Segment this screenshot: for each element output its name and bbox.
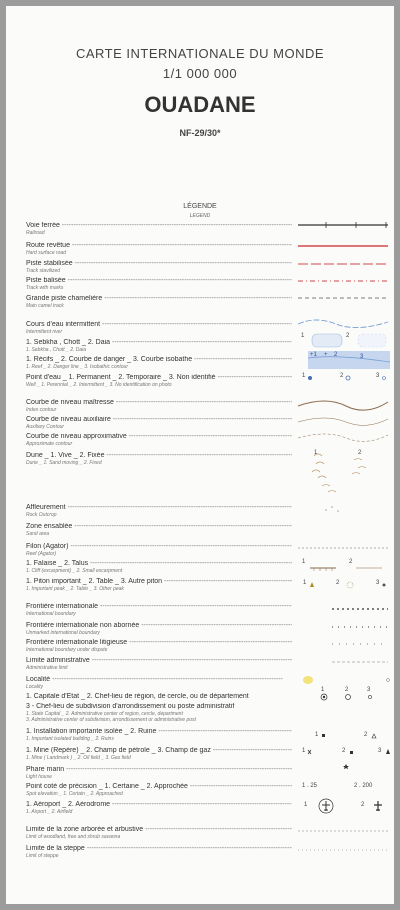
legend-item-hard-road: Route revêtue ----- Hard surface road: [26, 242, 292, 256]
legend-item-intl-boundary: Frontière internationale ----- International boundary: [26, 603, 292, 617]
legend-item-lighthouse: Phare marin ----- Light house: [26, 766, 292, 780]
airport-label-2: 2: [361, 802, 365, 808]
reef-label-3: 3: [360, 354, 364, 360]
dune-symbol: [312, 454, 366, 492]
legend-item-steppe-limit: Limite de la steppe ----- Limit of steppe: [26, 845, 292, 859]
sebkha-label-1: 1: [301, 333, 305, 339]
legend-item-capitale: 1. Capitale d'Etat _ 2. Chef-lieu de région, de cercle, ou de département: [26, 693, 249, 700]
legend-item-track-marks: Piste balisée ----- Track with marks: [26, 277, 292, 291]
legend-item-unmarked-boundary: Frontière internationale non abornée ----- Unmarked international boundary: [26, 622, 292, 636]
sebkha-label-2: 2: [346, 333, 350, 339]
capitale-label-1: 1: [321, 687, 325, 693]
reef-symbol: [308, 351, 390, 369]
dune-label-2: 2: [358, 450, 362, 456]
mine-label-2: 2: [342, 748, 346, 754]
dune-label-1: 1: [314, 450, 318, 456]
legend-symbols: [296, 216, 392, 856]
legend-item-piton: 1. Piton important _ 2. Table _ 3. Autre piton ----- 1. Important peak _ 2. Table _ 3. Other peak: [26, 578, 292, 592]
piton-label-2: 2: [336, 580, 340, 586]
capitale-label-3: 3: [367, 687, 371, 693]
legend-item-camel-track: Grande piste chamelière ----- Main camel track: [26, 295, 292, 309]
well-symbol: [308, 376, 386, 380]
legend-item-airport: 1. Aéroport _ 2. Aérodrome ----- 1. Airport _ 2. Airfield: [26, 801, 292, 815]
legend-item-sand-area: Zone ensablée ----- Sand area: [26, 523, 292, 537]
legend-item-dune: Dune _ 1. Vive _ 2. Fixée ----- Dune _ 1. Sand moving _ 2. Fixed: [26, 452, 292, 466]
well-label-2: 2: [340, 373, 344, 379]
mine-label-3: 3: [378, 748, 382, 754]
reef-label-plus: +: [324, 352, 328, 358]
mine-label-1: 1: [302, 748, 306, 754]
spot-elevation-label-1: 1 . 25: [302, 783, 318, 789]
locality-small-symbol: [387, 679, 390, 682]
well-label-1: 1: [302, 373, 306, 379]
legend-item-index-contour: Courbe de niveau maîtresse ----- Index contour: [26, 399, 292, 413]
legend-item-track-stabilized: Piste stabilisée ----- Track stavilized: [26, 260, 292, 274]
legend-item-installation: 1. Installation importante isolée _ 2. Ruine ----- 1. Important isolated building _ 2. Ruins: [26, 728, 292, 742]
legend-item-well: Point d'eau _ 1. Permanent _ 2. Temporaire _ 3. Non identifié ----- Well _ 1. Perennial _ 2. Intermittent _ 3. No identification on photo: [26, 374, 292, 388]
reef-label-1: +1: [310, 352, 317, 358]
legend-item-falaise: 1. Falaise _ 2. Talus ----- 1. Cliff (excarpment) _ 2. Small escarpment: [26, 560, 292, 574]
legend-item-railroad: Voie ferrée ----- Railroad: [26, 222, 292, 236]
legend-item-outcrop: Affleurement ----- Rock Outcrop: [26, 504, 292, 518]
legend-item-mine: 1. Mine (Repère) _ 2. Champ de pétrole _ 3. Champ de gaz ----- 1. Mine ( Landmark ) _ 2. Oil field _ 3. Gas field: [26, 747, 292, 761]
locality-symbol: [303, 676, 313, 684]
installation-label-1: 1: [315, 732, 319, 738]
spot-elevation-label-2: 2 . 200: [354, 783, 373, 789]
legend-item-approx-contour: Courbe de niveau approximative ----- Approximate contour: [26, 433, 292, 447]
airport-icon: [319, 799, 382, 813]
map-legend-sheet: [6, 6, 394, 904]
index-contour-symbol: [298, 401, 388, 410]
piton-symbol: [310, 582, 386, 588]
sheet-title: OUADANE: [144, 92, 256, 117]
legend-title-en: LEGEND: [189, 213, 211, 219]
piton-label-1: 1: [303, 580, 307, 586]
legend-title: LÉGENDE: [183, 203, 217, 210]
railroad-symbol: [298, 222, 388, 228]
legend-item-disputed-boundary: Frontière internationale litigieuse ----- International boundary under dispute: [26, 639, 292, 653]
legend-item-locality: Localité ----- Locality: [26, 676, 292, 690]
installation-symbol: [322, 734, 376, 738]
piton-label-3: 3: [376, 580, 380, 586]
aux-contour-symbol: [298, 418, 388, 425]
falaise-label-1: 1: [302, 559, 306, 565]
legend-item-spot-elevation: Point coté de précision _ 1. Certaine _ 2. Approchée ----- Spot elevation _ 1. Certain _ 2. Approached: [26, 783, 292, 797]
legend-item-sebkha: 1. Sebkha , Chott _ 2. Daia ----- 1. Sebkha , Chott _ 2. Daia: [26, 339, 292, 353]
intermittent-river-symbol: [298, 320, 388, 328]
legend-item-admin-limit: Limite administrative ----- Administrative limit: [26, 657, 292, 671]
series-title: CARTE INTERNATIONALE DU MONDE: [75, 46, 325, 61]
legend-item-filon: Filon (Agator) ----- Reef (Agator): [26, 543, 292, 557]
falaise-symbol: [310, 568, 382, 571]
legend-item-subdivision: 3 - Chef-lieu de subdivision d'arrondissement ou poste administratif 1. State Capital _ 2. Administrative center of region, cercle, department 3. Administrative center of subdivision, arrondissement or administrative post: [26, 703, 235, 723]
outcrop-symbol: [325, 506, 339, 512]
legend-item-intermittent-river: Cours d'eau intermittent ----- Intermittent river: [26, 321, 292, 335]
well-label-3: 3: [376, 373, 380, 379]
legend-item-aux-contour: Courbe de niveau auxiliaire ----- Auxiliary Contour: [26, 416, 292, 430]
legend-item-reef: 1. Récifs _ 2. Courbe de danger _ 3. Courbe isobathe ----- 1. Reef _ 2. Danger line _ 3. Isobathic contour: [26, 356, 292, 370]
capitale-symbol: [321, 694, 372, 700]
falaise-label-2: 2: [349, 559, 353, 565]
lighthouse-icon: [343, 764, 349, 769]
reef-label-2: 2: [334, 352, 338, 358]
capitale-label-2: 2: [345, 687, 349, 693]
sheet-reference: NF-29/30*: [179, 128, 221, 138]
approx-contour-symbol: [298, 434, 388, 441]
scale: 1/1 000 000: [162, 66, 238, 81]
airport-label-1: 1: [304, 802, 308, 808]
installation-label-2: 2: [364, 732, 368, 738]
legend-item-woodland-limit: Limite de la zone arborée et arbustive ----- Limit of woodland, free and shrub savanna: [26, 826, 292, 840]
